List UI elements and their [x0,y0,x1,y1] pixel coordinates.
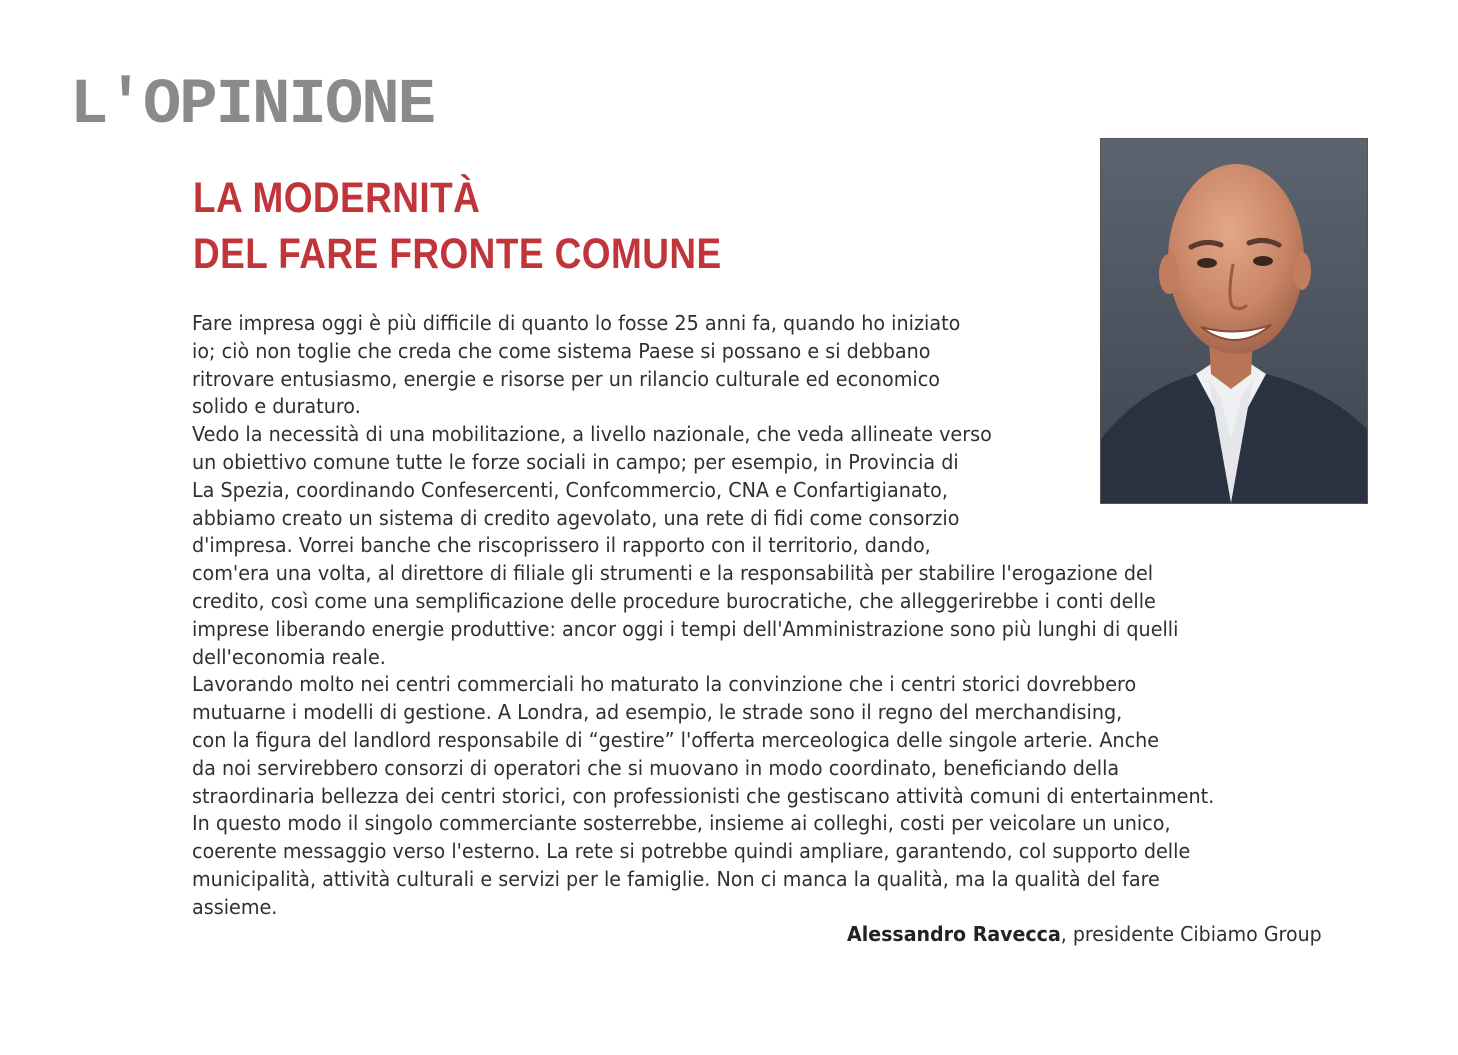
body-line: abbiamo creato un sistema di credito agevolato, una rete di fidi come consorzio [192,505,960,530]
section-label: L'OPINIONE [70,70,435,142]
body-line: con la figura del landlord responsabile di “gestire” l'offerta merceologica delle singole arterie. Anche [192,727,1160,752]
headline-line-1: LA MODERNITÀ [193,174,481,222]
body-line: Fare impresa oggi è più difficile di quanto lo fosse 25 anni fa, quando ho iniziato [192,311,961,335]
body-line: assieme. [192,894,278,919]
body-line: Lavorando molto nei centri commerciali ho maturato la convinzione che i centri storici dovrebbero [192,672,1137,697]
body-line: credito, così come una semplificazione delle procedure burocratiche, che alleggerirebbe i conti delle [192,588,1156,613]
author-signature [847,922,1322,946]
body-line: solido e duraturo. [192,394,361,419]
body-line: io; ciò non toglie che creda che come sistema Paese si possano e si debbano [192,338,931,363]
body-line: coerente messaggio verso l'esterno. La rete si potrebbe quindi ampliare, garantendo, col supporto delle [192,839,1191,864]
body-line: dell'economia reale. [192,644,386,669]
body-line: com'era una volta, al direttore di filiale gli strumenti e la responsabilità per stabilire l'erogazione del [192,561,1154,586]
article-headline [193,170,722,282]
author-name: Alessandro Ravecca [847,922,1062,946]
article-body [192,310,1214,922]
body-line: un obiettivo comune tutte le forze sociali in campo; per esempio, in Provincia di [192,449,959,474]
body-line: Vedo la necessità di una mobilitazione, a livello nazionale, che veda allineate verso [192,422,992,447]
body-line: In questo modo il singolo commerciante sosterrebbe, insieme ai colleghi, costi per veicolare un unico, [192,811,1171,836]
body-line: ritrovare entusiasmo, energie e risorse per un rilancio culturale ed economico [192,366,940,391]
headline-line-2: DEL FARE FRONTE COMUNE [193,230,722,278]
body-line: La Spezia, coordinando Confesercenti, Confcommercio, CNA e Confartigianato, [192,477,948,502]
body-line: da noi servirebbero consorzi di operatori che si muovano in modo coordinato, beneficiando della [192,755,1120,780]
body-line: straordinaria bellezza dei centri storici, con professionisti che gestiscano attività comuni di entertainment. [192,783,1215,808]
author-role: , presidente Cibiamo Group [1061,922,1322,946]
body-line: imprese liberando energie produttive: ancor oggi i tempi dell'Amministrazione sono più lunghi di quelli [192,616,1179,641]
body-line: d'impresa. Vorrei banche che riscoprissero il rapporto con il territorio, dando, [192,533,931,558]
body-line: municipalità, attività culturali e servizi per le famiglie. Non ci manca la qualità, ma la qualità del fare [192,866,1160,891]
body-line: mutuarne i modelli di gestione. A Londra, ad esempio, le strade sono il regno del merchandising, [192,700,1123,725]
